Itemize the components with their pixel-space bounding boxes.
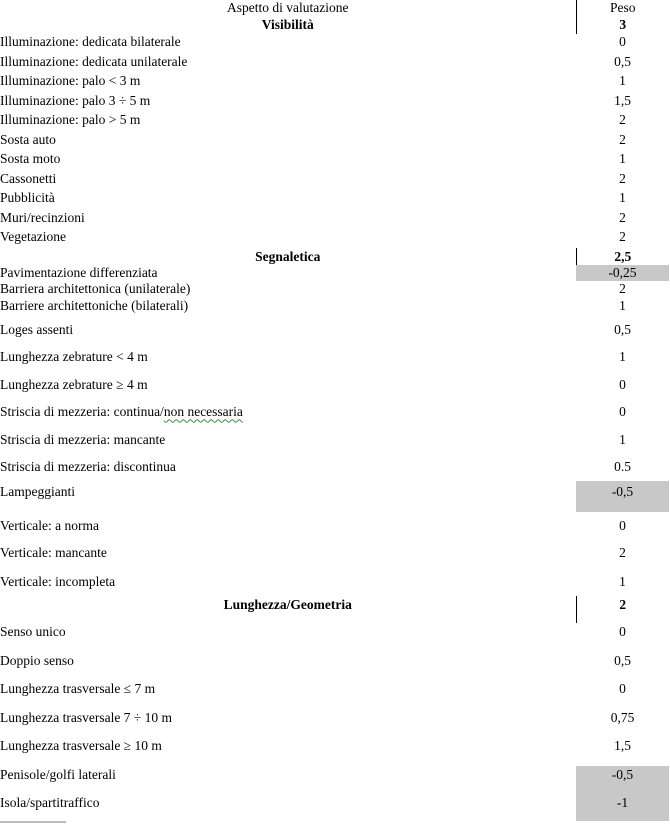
table-row bbox=[0, 112, 669, 132]
section-header-lunghezza-geometria bbox=[0, 596, 669, 623]
header-aspect: Aspetto di valutazione bbox=[227, 0, 349, 15]
table-header-row bbox=[0, 0, 669, 17]
row-value: 1,5 bbox=[614, 738, 631, 753]
row-label-text: Striscia di mezzeria: continua/ bbox=[0, 404, 164, 420]
row-label: Verticale: incompleta bbox=[0, 573, 116, 589]
row-value: 0 bbox=[619, 404, 626, 420]
table-row bbox=[0, 371, 669, 399]
row-value: 0 bbox=[619, 624, 626, 639]
table-row bbox=[0, 316, 669, 344]
row-label: Pavimentazione differenziata bbox=[0, 265, 158, 280]
row-value: 0 bbox=[619, 376, 626, 392]
table-row bbox=[0, 73, 669, 93]
row-label: Sosta moto bbox=[0, 151, 61, 166]
section-title: Visibilità bbox=[261, 17, 314, 32]
row-label: Barriera architettonica (unilaterale) bbox=[0, 281, 191, 296]
row-value: 2 bbox=[619, 229, 626, 244]
table-row bbox=[0, 540, 669, 568]
table-row bbox=[0, 454, 669, 482]
row-value: 0,5 bbox=[614, 53, 631, 69]
table-row bbox=[0, 93, 669, 113]
row-label: Isola/spartitraffico bbox=[0, 795, 100, 810]
table-row bbox=[0, 399, 669, 427]
row-value: 0,75 bbox=[610, 709, 635, 725]
table-row bbox=[0, 737, 669, 766]
row-label: Sosta auto bbox=[0, 131, 56, 147]
row-value: 2 bbox=[619, 209, 626, 225]
table-row bbox=[0, 709, 669, 738]
row-label: Pubblicità bbox=[0, 190, 55, 205]
row-value: 2 bbox=[619, 281, 626, 296]
table-row bbox=[0, 426, 669, 454]
row-value-highlighted: -0,25 bbox=[576, 265, 669, 281]
section-weight: 2 bbox=[576, 596, 669, 623]
section-title: Lunghezza/Geometria bbox=[223, 597, 352, 612]
row-label: Illuminazione: palo < 3 m bbox=[0, 73, 141, 88]
table-row bbox=[0, 512, 669, 540]
row-value: 0 bbox=[619, 681, 626, 696]
row-value-highlighted: -0,5 bbox=[576, 766, 669, 795]
row-label: Lampeggianti bbox=[0, 484, 75, 499]
table-row bbox=[0, 794, 669, 821]
row-label: Illuminazione: palo > 5 m bbox=[0, 112, 141, 127]
section-weight: 3 bbox=[576, 17, 669, 34]
row-label: Striscia di mezzeria: mancante bbox=[0, 431, 166, 447]
row-label: Cassonetti bbox=[0, 170, 57, 186]
row-value: 2 bbox=[619, 131, 626, 147]
section-header-segnaletica bbox=[0, 248, 669, 265]
row-value: 2 bbox=[619, 545, 626, 561]
row-label-with-spellcheck bbox=[0, 399, 576, 427]
row-value: 1 bbox=[619, 431, 626, 447]
table-row bbox=[0, 766, 669, 795]
row-value: 1,5 bbox=[614, 92, 631, 108]
row-label: Lunghezza trasversale 7 ÷ 10 m bbox=[0, 709, 172, 725]
row-value: 1 bbox=[619, 190, 626, 205]
row-value: 0 bbox=[619, 517, 626, 533]
table-row bbox=[0, 680, 669, 709]
row-value: 1 bbox=[619, 151, 626, 166]
row-label: Lunghezza trasversale ≤ 7 m bbox=[0, 681, 156, 696]
row-label: Verticale: mancante bbox=[0, 545, 107, 561]
row-value: 0 bbox=[619, 34, 626, 49]
row-label: Illuminazione: dedicata unilaterale bbox=[0, 53, 188, 69]
row-label: Lunghezza trasversale ≥ 10 m bbox=[0, 738, 162, 753]
row-label: Lunghezza zebrature ≥ 4 m bbox=[0, 376, 148, 392]
table-row bbox=[0, 298, 669, 316]
row-value: 1 bbox=[619, 298, 626, 313]
table-row bbox=[0, 132, 669, 152]
row-value-highlighted: -0,5 bbox=[576, 481, 669, 512]
row-label: Striscia di mezzeria: discontinua bbox=[0, 459, 176, 475]
row-value: 0.5 bbox=[614, 459, 631, 475]
row-value: 1 bbox=[619, 573, 626, 589]
table-row bbox=[0, 210, 669, 230]
row-label: Senso unico bbox=[0, 624, 66, 639]
row-label: Illuminazione: dedicata bilaterale bbox=[0, 34, 181, 49]
table-row bbox=[0, 54, 669, 74]
row-value: 0,5 bbox=[614, 652, 631, 668]
row-value: 2 bbox=[619, 112, 626, 127]
row-label: Muri/recinzioni bbox=[0, 209, 85, 225]
section-header-visibilita bbox=[0, 17, 669, 34]
table-row bbox=[0, 623, 669, 652]
row-label: Barriere architettoniche (bilaterali) bbox=[0, 298, 189, 313]
table-row bbox=[0, 481, 669, 512]
table-row bbox=[0, 652, 669, 681]
row-value: 2 bbox=[619, 170, 626, 186]
row-label: Doppio senso bbox=[0, 652, 74, 668]
table-row bbox=[0, 344, 669, 372]
row-value: 0,5 bbox=[614, 321, 631, 337]
row-label: Penisole/golfi laterali bbox=[0, 766, 116, 782]
table-row bbox=[0, 229, 669, 248]
row-label: Verticale: a norma bbox=[0, 517, 99, 533]
table-row bbox=[0, 190, 669, 210]
table-row bbox=[0, 151, 669, 171]
row-label: Loges assenti bbox=[0, 321, 74, 337]
table-row bbox=[0, 265, 669, 281]
header-weight: Peso bbox=[576, 0, 669, 17]
row-value: 1 bbox=[619, 73, 626, 88]
table-row bbox=[0, 34, 669, 54]
row-label: Lunghezza zebrature < 4 m bbox=[0, 349, 148, 365]
table-row bbox=[0, 171, 669, 191]
row-value-highlighted: -1 bbox=[576, 794, 669, 821]
row-label: Illuminazione: palo 3 ÷ 5 m bbox=[0, 92, 151, 108]
section-title: Segnaletica bbox=[255, 249, 321, 264]
table-row bbox=[0, 281, 669, 298]
spellcheck-marked-text: non necessaria bbox=[163, 404, 243, 420]
row-value: 1 bbox=[619, 349, 626, 365]
row-label: Vegetazione bbox=[0, 229, 66, 244]
table-row bbox=[0, 567, 669, 596]
section-weight: 2,5 bbox=[576, 248, 669, 265]
bottom-edge-fragment bbox=[0, 821, 66, 823]
